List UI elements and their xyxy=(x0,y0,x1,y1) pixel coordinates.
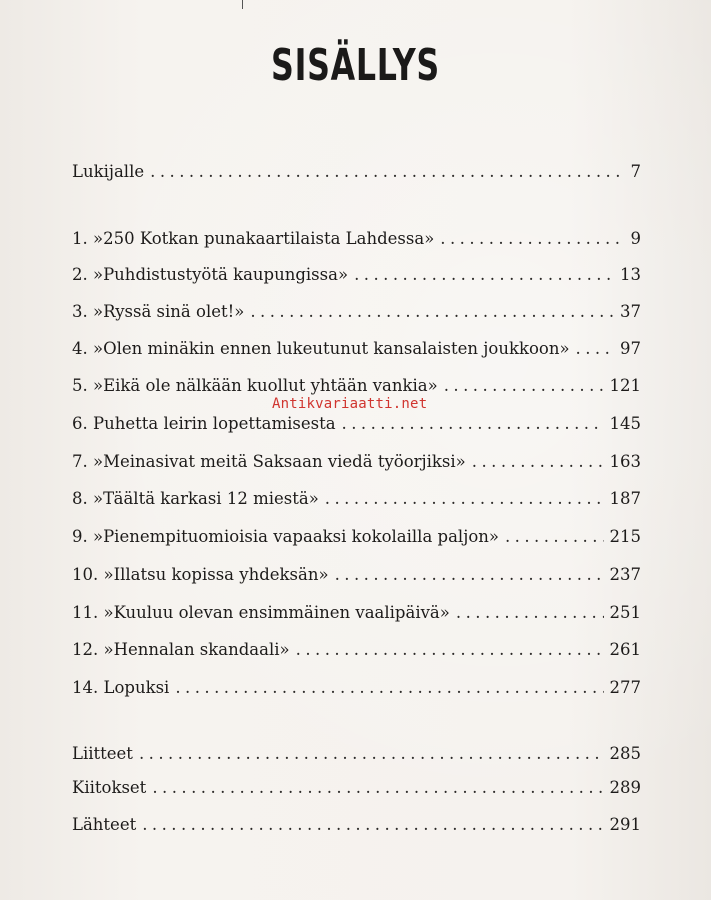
toc-entry-label: Lähteet xyxy=(72,815,137,834)
toc-entry-page: 187 xyxy=(609,489,641,508)
toc-entry-label: 1. »250 Kotkan punakaartilaista Lahdessa» xyxy=(72,229,435,248)
toc-entry-label: 7. »Meinasivat meitä Saksaan viedä työorjiksi» xyxy=(72,452,466,471)
toc-entry-label: 8. »Täältä karkasi 12 miestä» xyxy=(72,489,319,508)
toc-entry-page: 97 xyxy=(620,339,641,358)
toc-leader-dots xyxy=(175,674,603,702)
toc-entry-chapter-10 xyxy=(72,561,641,589)
toc-entry-label: 6. Puhetta leirin lopettamisesta xyxy=(72,414,336,433)
toc-leader-dots xyxy=(139,740,604,768)
toc-leader-dots xyxy=(325,485,604,513)
toc-entry-label: 12. »Hennalan skandaali» xyxy=(72,640,290,659)
toc-entry-page: 37 xyxy=(620,302,641,321)
toc-entry-page: 291 xyxy=(609,815,641,834)
toc-leader-dots xyxy=(354,261,614,289)
toc-leader-dots xyxy=(152,774,603,802)
toc-leader-dots xyxy=(576,335,614,363)
toc-entry-page: 289 xyxy=(609,778,641,797)
toc-entry-page: 261 xyxy=(609,640,641,659)
toc-entry-chapter-7 xyxy=(72,448,641,476)
toc-entry-label: 5. »Eikä ole nälkään kuollut yhtään vankia» xyxy=(72,376,438,395)
toc-leader-dots xyxy=(150,158,624,186)
toc-entry-lukijalle xyxy=(72,158,641,186)
toc-entry-kiitokset xyxy=(72,774,641,802)
toc-leader-dots xyxy=(444,372,604,400)
toc-entry-page: 13 xyxy=(620,265,641,284)
toc-leader-dots xyxy=(342,410,604,438)
toc-entry-page: 277 xyxy=(609,678,641,697)
toc-entry-page: 237 xyxy=(609,565,641,584)
toc-leader-dots xyxy=(335,561,604,589)
toc-entry-chapter-2 xyxy=(72,261,641,289)
toc-entry-chapter-6 xyxy=(72,410,641,438)
toc-entry-page: 145 xyxy=(609,414,641,433)
toc-leader-dots xyxy=(505,523,604,551)
toc-entry-page: 121 xyxy=(609,376,641,395)
toc-entry-label: 10. »Illatsu kopissa yhdeksän» xyxy=(72,565,329,584)
toc-entry-lahteet xyxy=(72,811,641,839)
toc-entry-page: 163 xyxy=(609,452,641,471)
toc-entry-label: Kiitokset xyxy=(72,778,147,797)
page-edge-mark xyxy=(242,0,243,9)
toc-entry-page: 285 xyxy=(609,744,641,763)
toc-entry-label: Lukijalle xyxy=(72,162,145,181)
toc-entry-label: 11. »Kuuluu olevan ensimmäinen vaalipäivä» xyxy=(72,603,450,622)
toc-entry-chapter-9 xyxy=(72,523,641,551)
toc-leader-dots xyxy=(456,599,604,627)
toc-entry-label: 3. »Ryssä sinä olet!» xyxy=(72,302,245,321)
toc-entry-label: 2. »Puhdistustyötä kaupungissa» xyxy=(72,265,349,284)
toc-entry-chapter-1 xyxy=(72,225,641,253)
toc-entry-page: 215 xyxy=(609,527,641,546)
toc-entry-chapter-8 xyxy=(72,485,641,513)
toc-entry-chapter-3 xyxy=(72,298,641,326)
toc-entry-liitteet xyxy=(72,740,641,768)
toc-entry-page: 9 xyxy=(630,229,641,248)
toc-leader-dots xyxy=(296,636,604,664)
toc-entry-chapter-4 xyxy=(72,335,641,363)
toc-leader-dots xyxy=(440,225,624,253)
toc-entry-page: 7 xyxy=(630,162,641,181)
toc-entry-label: 4. »Olen minäkin ennen lukeutunut kansalaisten joukkoon» xyxy=(72,339,570,358)
toc-entry-label: 9. »Pienempituomioisia vapaaksi kokolailla paljon» xyxy=(72,527,499,546)
toc-leader-dots xyxy=(142,811,603,839)
toc-entry-chapter-12 xyxy=(72,636,641,664)
toc-entry-label: Liitteet xyxy=(72,744,133,763)
page-title: SISÄLLYS xyxy=(271,40,440,91)
watermark-text: Antikvariaatti.net xyxy=(272,396,428,412)
toc-entry-label: 14. Lopuksi xyxy=(72,678,170,697)
toc-entry-chapter-11 xyxy=(72,599,641,627)
toc-entry-chapter-14 xyxy=(72,674,641,702)
toc-leader-dots xyxy=(250,298,614,326)
toc-leader-dots xyxy=(472,448,604,476)
toc-entry-page: 251 xyxy=(609,603,641,622)
